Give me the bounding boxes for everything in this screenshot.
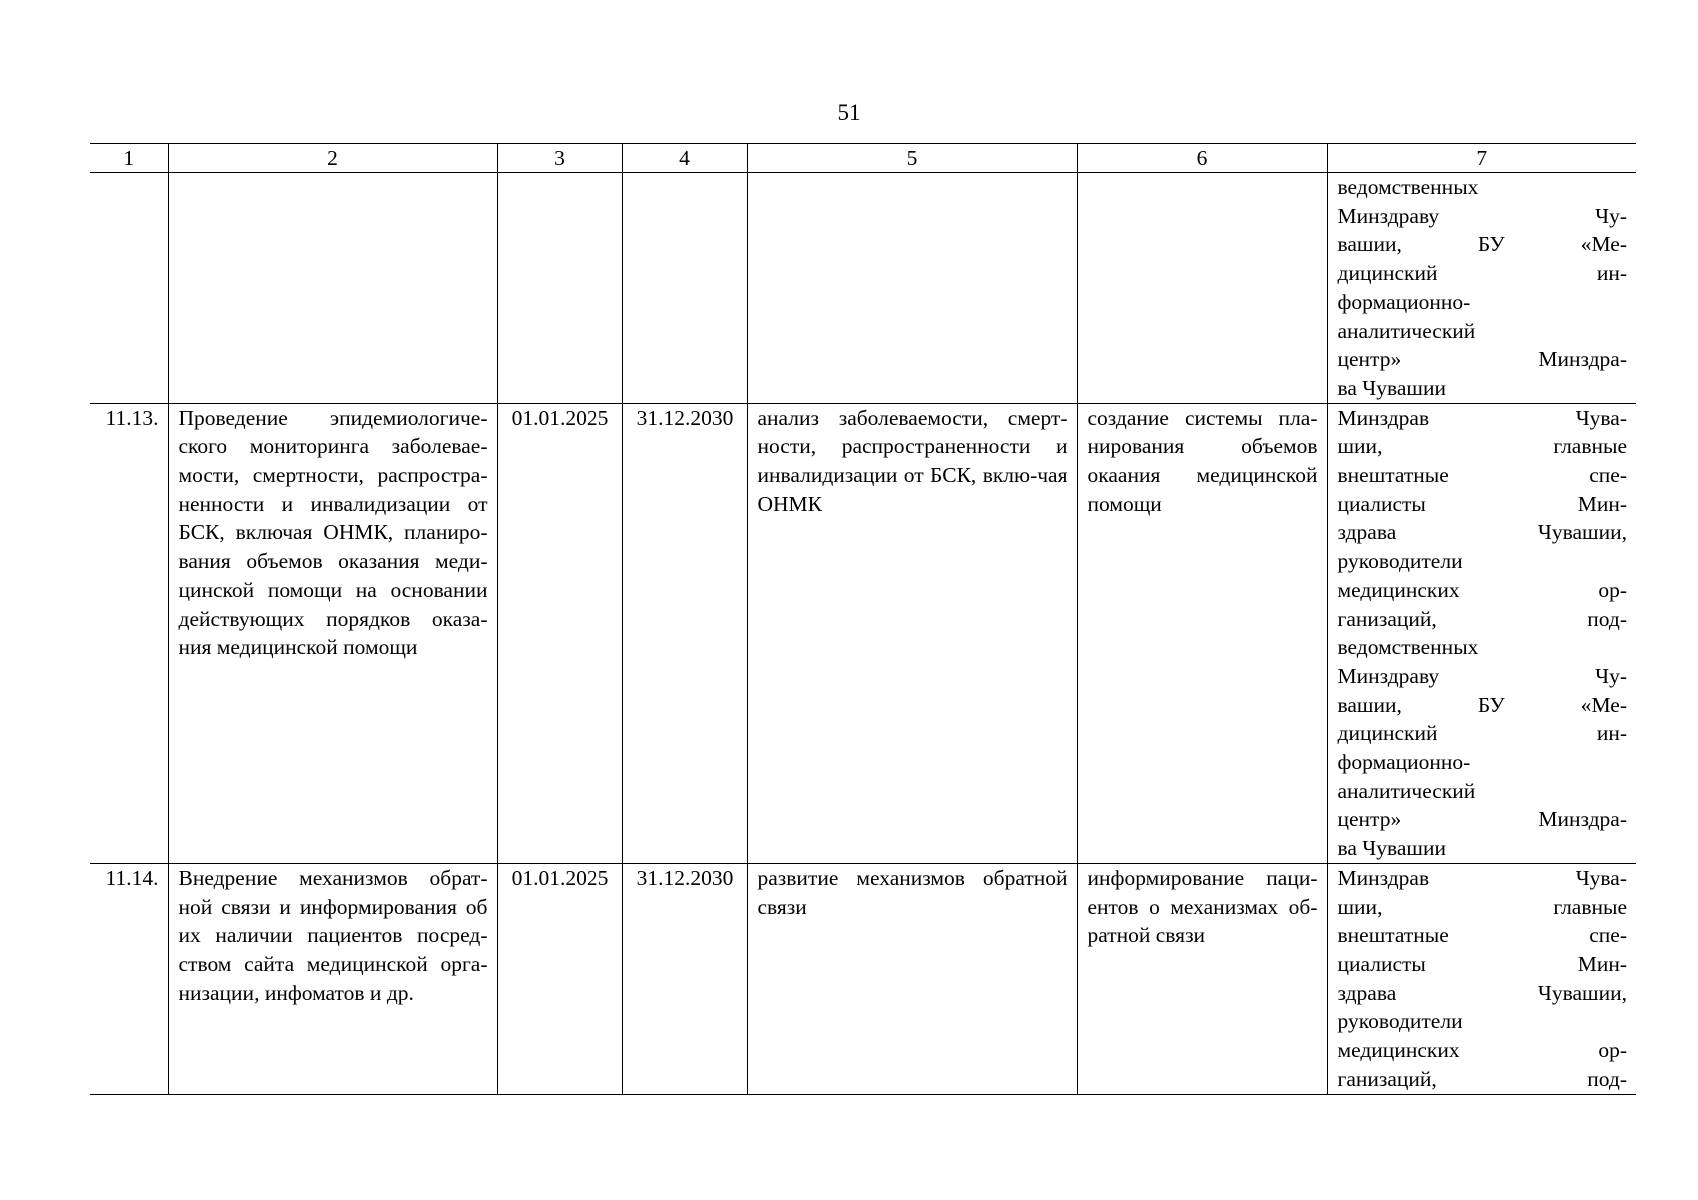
responsible-line: ганизаций, под-	[1337, 606, 1627, 631]
description-cell	[747, 173, 1077, 404]
header-col-5: 5	[747, 144, 1077, 173]
responsible-line: аналитический	[1337, 778, 1476, 803]
header-col-7: 7	[1327, 144, 1636, 173]
end-date-cell: 31.12.2030	[622, 403, 747, 863]
result-cell: информирование паци-ентов о механизмах об-ратной связи	[1077, 863, 1327, 1094]
row-number	[90, 173, 168, 404]
responsible-cell	[1327, 173, 1636, 404]
header-col-6: 6	[1077, 144, 1327, 173]
start-date-cell: 01.01.2025	[497, 863, 622, 1094]
responsible-line: формационно-	[1337, 289, 1471, 314]
responsible-line: циалисты Мин-	[1337, 951, 1627, 976]
measure-cell	[168, 173, 497, 404]
responsible-line: дицинский ин-	[1337, 261, 1627, 286]
responsible-line: ва Чувашии	[1337, 836, 1446, 861]
responsible-line: здрава Чувашии,	[1337, 980, 1627, 1005]
responsible-line: Минздраву Чу-	[1337, 663, 1627, 688]
row-number: 11.14.	[90, 863, 168, 1094]
header-col-4: 4	[622, 144, 747, 173]
description-cell: развитие механизмов обратной связи	[747, 863, 1077, 1094]
measure-cell: Внедрение механизмов обрат-ной связи и информирования об их наличии пациентов посред-ством сайта медицинской орга-низации, инфоматов и др.	[168, 863, 497, 1094]
responsible-cell	[1327, 403, 1636, 863]
end-date-cell: 31.12.2030	[622, 863, 747, 1094]
responsible-line: здрава Чувашии,	[1337, 520, 1627, 545]
result-cell	[1077, 173, 1327, 404]
responsible-line: руководители	[1337, 1009, 1463, 1034]
description-cell: анализ заболеваемости, смерт-ности, распространенности и инвалидизации от БСК, вклю-чая ОНМК	[747, 403, 1077, 863]
responsible-line: ганизаций, под-	[1337, 1066, 1627, 1091]
page-number: 51	[837, 100, 861, 125]
table-row-11-13	[90, 403, 1636, 863]
responsible-line: вашии, БУ «Ме-	[1337, 692, 1627, 717]
header-col-1: 1	[90, 144, 168, 173]
responsible-line: руководители	[1337, 549, 1463, 574]
responsible-line: медицинских ор-	[1337, 1038, 1627, 1063]
start-date-cell: 01.01.2025	[497, 403, 622, 863]
responsible-line: Минздрав Чува-	[1337, 865, 1627, 890]
responsible-line: аналитический	[1337, 318, 1476, 343]
measure-cell: Проведение эпидемиологиче-ского мониторинга заболевае-мости, смертности, распростра-ненности и инвалидизации от БСК, включая ОНМК, планиро-вания объемов оказания меди-цинской помощи на основании действующих порядков оказа-ния медицинской помощи	[168, 403, 497, 863]
row-number: 11.13.	[90, 403, 168, 863]
responsible-line: медицинских ор-	[1337, 577, 1627, 602]
responsible-line: центр» Минздра-	[1337, 807, 1627, 832]
responsible-line: центр» Минздра-	[1337, 347, 1627, 372]
responsible-line: ва Чувашии	[1337, 375, 1446, 400]
responsible-cell	[1327, 863, 1636, 1094]
responsible-line: вашии, БУ «Ме-	[1337, 232, 1627, 257]
responsible-line: ведомственных	[1337, 635, 1479, 660]
responsible-line: шии, главные	[1337, 894, 1627, 919]
responsible-line: циалисты Мин-	[1337, 491, 1627, 516]
header-col-3: 3	[497, 144, 622, 173]
start-date-cell	[497, 173, 622, 404]
table-row-11-14	[90, 863, 1636, 1094]
responsible-line: дицинский ин-	[1337, 721, 1627, 746]
header-row	[90, 144, 1636, 173]
responsible-line: ведомственных	[1337, 175, 1479, 199]
end-date-cell	[622, 173, 747, 404]
header-col-2: 2	[168, 144, 497, 173]
responsible-line: формационно-	[1337, 750, 1471, 775]
table-row-continuation	[90, 173, 1636, 404]
responsible-line: Минздраву Чу-	[1337, 203, 1627, 228]
responsible-line: внештатные спе-	[1337, 463, 1627, 488]
responsible-line: Минздрав Чува-	[1337, 405, 1627, 430]
responsible-line: шии, главные	[1337, 434, 1627, 459]
measures-table	[90, 143, 1636, 1095]
responsible-line: внештатные спе-	[1337, 923, 1627, 948]
result-cell: создание системы пла-нирования объемов окаания медицинской помощи	[1077, 403, 1327, 863]
